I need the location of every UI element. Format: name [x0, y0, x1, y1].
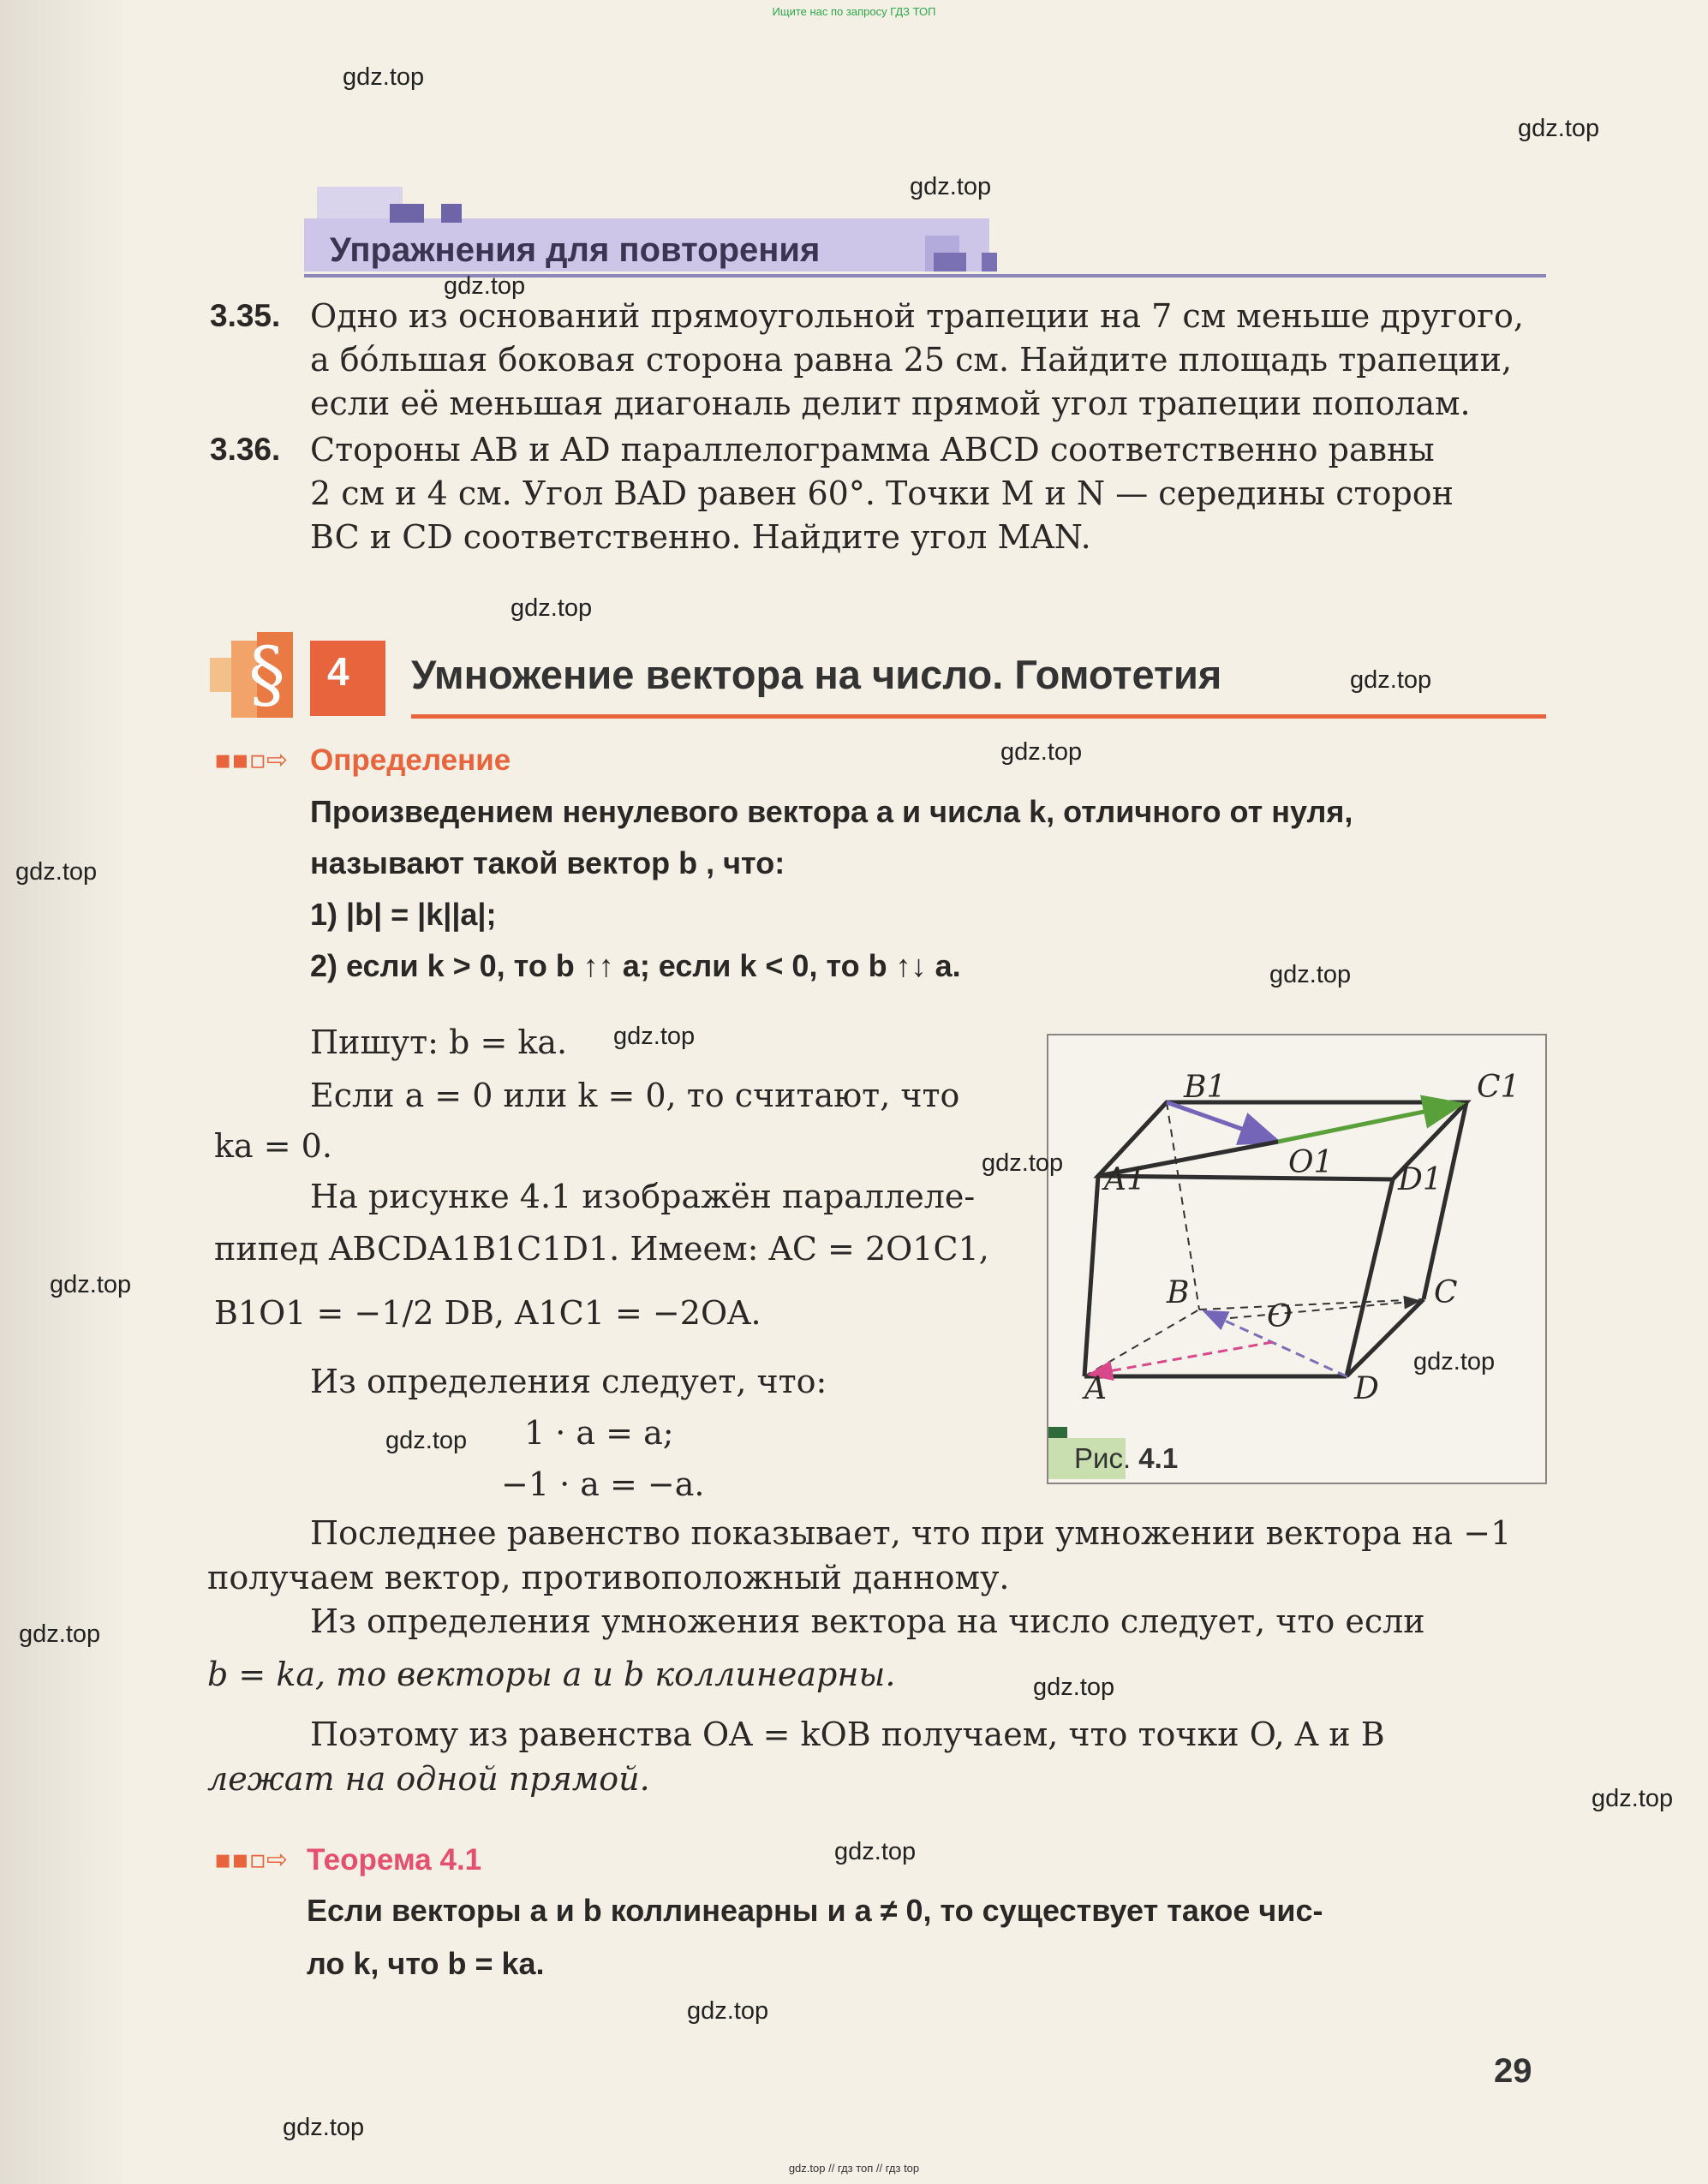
last-line-1: Последнее равенство показывает, что при умножении вектора на −1 [310, 1514, 1512, 1552]
definition-line: Произведением ненулевого вектора a и числа k, отличного от нуля, [310, 794, 1353, 829]
watermark: gdz.top [19, 1620, 101, 1648]
zero-line-2: ka = 0. [214, 1127, 332, 1165]
exercise-number: 3.35. [210, 298, 281, 333]
watermark: gdz.top [15, 858, 98, 886]
collinear-line-1: Из определения умножения вектора на число следует, что если [310, 1602, 1425, 1640]
label-b1: B1 [1184, 1070, 1227, 1105]
last-line-2: получаем вектор, противоположный данному. [207, 1559, 1010, 1596]
header-notice: Ищите нас по запросу ГДЗ ТОП [772, 5, 936, 18]
theorem-line: Если векторы a и b коллинеарны и a ≠ 0, то существует такое чис- [307, 1893, 1323, 1928]
definition-body [310, 786, 1353, 992]
equation-2: −1 · a = −a. [501, 1465, 705, 1503]
label-b: B [1167, 1275, 1190, 1310]
watermark: gdz.top [910, 173, 992, 200]
edge-a1a [1084, 1176, 1098, 1376]
exercise-line: а бóльшая боковая сторона равна 25 см. Найдите площадь трапеции, [310, 341, 1513, 379]
exercise-line: если её меньшая диагональ делит прямой угол трапеции пополам. [310, 385, 1471, 422]
theorem-label: Теорема 4.1 [307, 1843, 482, 1877]
page-number: 29 [1494, 2052, 1532, 2090]
theorem-line: ло k, что b = ka. [307, 1946, 545, 1981]
parallelepiped-diagram [1048, 1035, 1545, 1483]
exercise-number: 3.36. [210, 432, 281, 467]
exercise-line: Стороны AB и AD параллелограмма ABCD соответственно равны [310, 431, 1435, 468]
edge-d1d [1347, 1179, 1393, 1376]
watermark: gdz.top [1592, 1785, 1674, 1812]
watermark: gdz.top [444, 272, 526, 300]
watermark: gdz.top [834, 1838, 917, 1865]
watermark: gdz.top [1000, 738, 1083, 766]
edge-ab-hidden [1084, 1310, 1199, 1376]
label-d: D [1354, 1371, 1379, 1406]
label-a1: A1 [1104, 1162, 1146, 1197]
watermark: gdz.top [687, 1997, 769, 2025]
review-title: Упражнения для повторения [330, 231, 821, 269]
figure-caption: Рис. 4.1 [1074, 1442, 1179, 1474]
arrow-right-icon: ▪▪▫⇨ [214, 1845, 289, 1875]
watermark: gdz.top [982, 1149, 1064, 1177]
watermark: gdz.top [1269, 961, 1352, 988]
watermark: gdz.top [283, 2114, 365, 2141]
watermark: gdz.top [1413, 1348, 1496, 1375]
watermark: gdz.top [1350, 666, 1432, 694]
exercise-line: BC и CD соответственно. Найдите угол MAN. [310, 518, 1091, 556]
label-o1: O1 [1288, 1145, 1334, 1180]
label-o: O [1267, 1299, 1293, 1334]
edge-c1c [1424, 1102, 1466, 1299]
watermark: gdz.top [511, 594, 593, 622]
section-symbol: § [248, 632, 285, 718]
label-d1: D1 [1398, 1162, 1442, 1197]
edge-bc-hidden [1199, 1299, 1424, 1310]
page-edge-shadow [0, 0, 128, 2184]
watermark: gdz.top [1033, 1674, 1115, 1701]
figure-4-1 [1047, 1034, 1547, 1484]
definition-item: 1) |b| = |k||a|; [310, 897, 497, 932]
zero-line-1: Если a = 0 или k = 0, то считают, что [310, 1077, 960, 1114]
label-a: A [1084, 1371, 1107, 1406]
vector-oa [1090, 1342, 1273, 1375]
theorem-body [307, 1884, 1323, 1990]
edge-dc [1347, 1299, 1424, 1376]
figure-ref-line-2: пипед ABCDA1B1C1D1. Имеем: AC = 2O1C1, [214, 1230, 989, 1268]
follows-line: Из определения следует, что: [310, 1363, 827, 1400]
arrow-right-icon: ▪▪▫⇨ [214, 745, 289, 775]
definition-label: Определение [310, 743, 511, 777]
definition-line: называют такой вектор b , что: [310, 845, 785, 880]
points-line-2: лежат на одной прямой. [207, 1760, 650, 1798]
write-line: Пишут: b = ka. [310, 1023, 568, 1061]
definition-item: 2) если k > 0, то b ↑↑ a; если k < 0, то b ↑↓ a. [310, 948, 961, 983]
watermark: gdz.top [613, 1023, 696, 1050]
figure-ref-line-3: B1O1 = −1/2 DB, A1C1 = −2OA. [214, 1294, 761, 1332]
watermark: gdz.top [385, 1427, 468, 1454]
label-c: C [1434, 1275, 1458, 1310]
figure-ref-line-1: На рисунке 4.1 изображён параллеле- [310, 1178, 976, 1215]
equation-1: 1 · a = a; [524, 1414, 674, 1452]
section-number: 4 [327, 649, 349, 694]
vector-b1o1 [1167, 1102, 1278, 1142]
watermark: gdz.top [50, 1271, 132, 1298]
exercise-line: 2 см и 4 см. Угол BAD равен 60°. Точки M и N — середины сторон [310, 474, 1454, 512]
section-title: Умножение вектора на число. Гомотетия [411, 652, 1222, 697]
points-line-1: Поэтому из равенства OA = kOB получаем, что точки O, A и B [310, 1716, 1385, 1753]
watermark: gdz.top [343, 63, 425, 91]
watermark: gdz.top [1518, 115, 1600, 142]
exercise-line: Одно из оснований прямоугольной трапеции на 7 см меньше другого, [310, 297, 1525, 335]
collinear-line-2: b = ka, то векторы a и b коллинеарны. [207, 1656, 896, 1693]
footer-notice: gdz.top // гдз топ // гдз top [788, 2162, 920, 2175]
label-c1: C1 [1477, 1070, 1520, 1105]
